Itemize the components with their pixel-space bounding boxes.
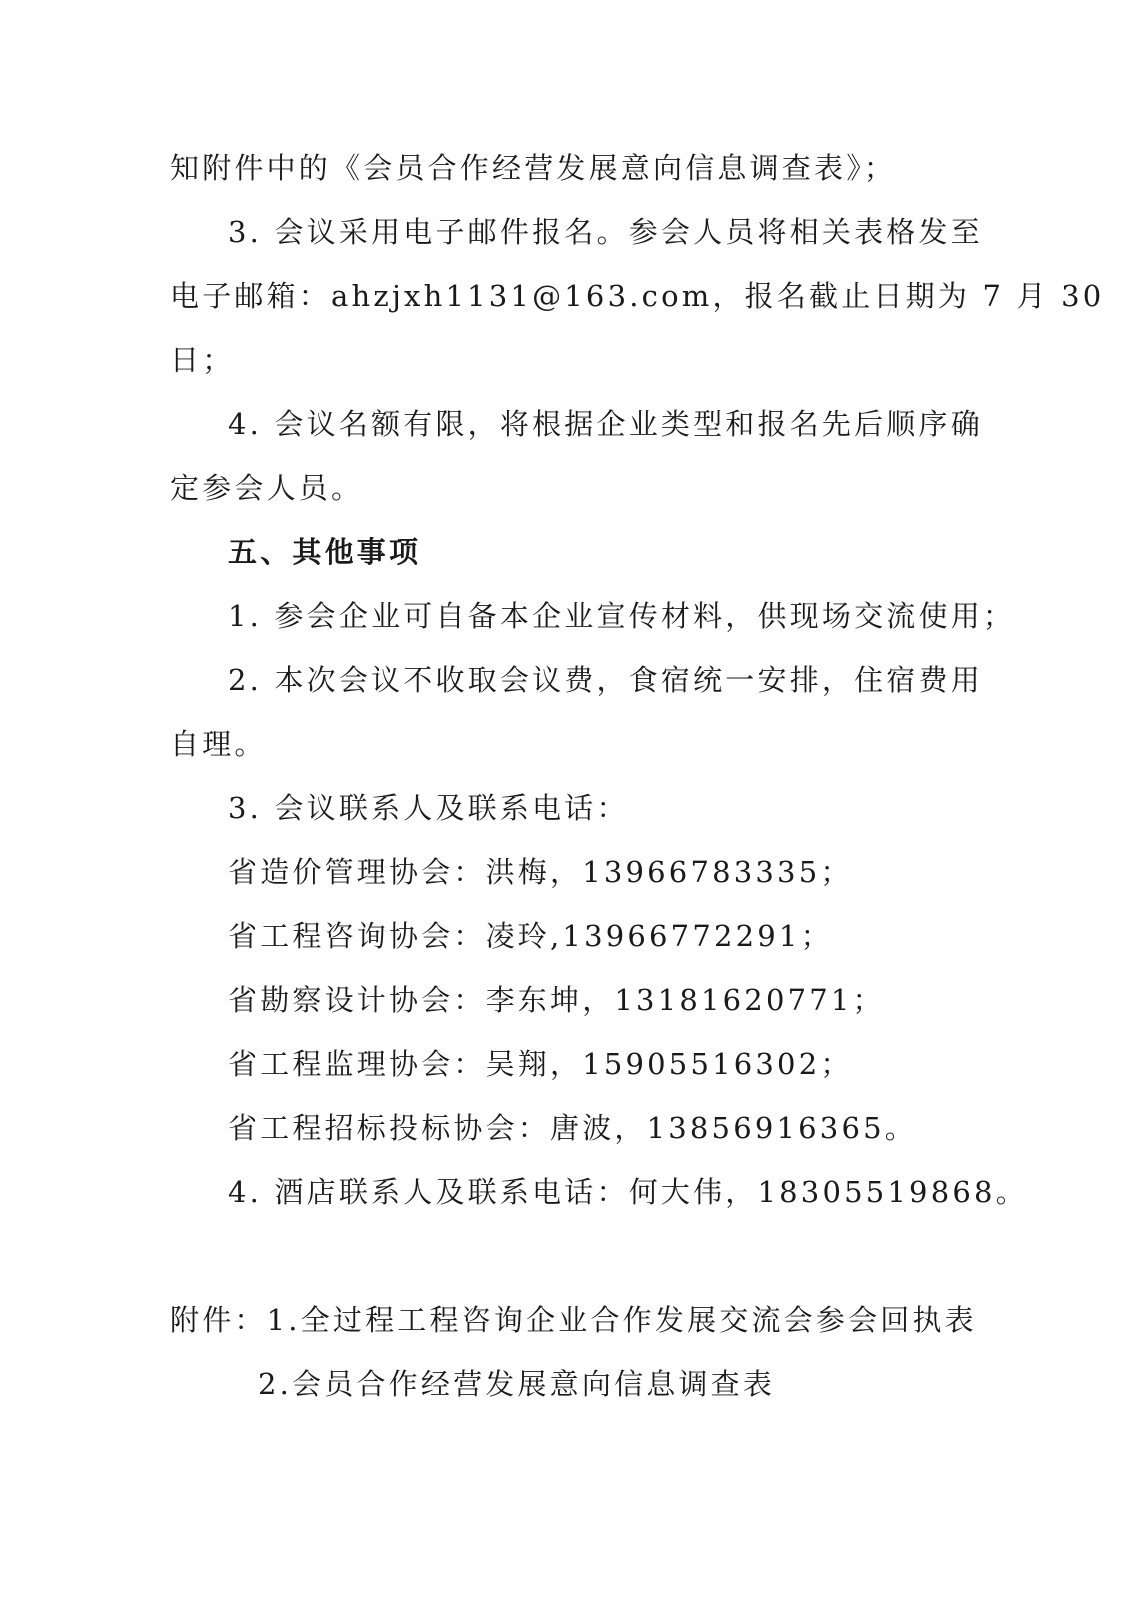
paragraph-line: 电子邮箱：ahzjxh1131@163.com，报名截止日期为 7 月 30 (170, 279, 1105, 313)
list-item: 1. 参会企业可自备本企业宣传材料，供现场交流使用； (228, 599, 1016, 633)
contact-line: 省工程招标投标协会：唐波，13856916365。 (228, 1111, 917, 1145)
paragraph-line: 定参会人员。 (170, 471, 364, 505)
paragraph-line: 4. 会议名额有限，将根据企业类型和报名先后顺序确 (228, 407, 983, 441)
list-item: 3. 会议联系人及联系电话： (228, 791, 629, 825)
paragraph-line: 日； (170, 343, 235, 377)
contact-line: 省工程咨询协会：凌玲,13966772291； (228, 919, 833, 953)
attachment-line: 2.会员合作经营发展意向信息调查表 (258, 1367, 776, 1401)
attachment-line: 附件：1.全过程工程咨询企业合作发展交流会参会回执表 (170, 1303, 977, 1337)
list-item: 2. 本次会议不收取会议费，食宿统一安排，住宿费用 (228, 663, 983, 697)
paragraph-line: 知附件中的《会员合作经营发展意向信息调查表》； (170, 151, 897, 185)
section-heading: 五、其他事项 (228, 535, 422, 569)
contact-line: 省造价管理协会：洪梅，13966783335； (228, 855, 853, 889)
contact-line: 省工程监理协会：吴翔，15905516302； (228, 1047, 853, 1081)
list-item-continuation: 自理。 (170, 727, 267, 761)
hotel-contact-line: 4. 酒店联系人及联系电话：何大伟，18305519868。 (228, 1175, 1028, 1209)
paragraph-line: 3. 会议采用电子邮件报名。参会人员将相关表格发至 (228, 215, 983, 249)
contact-line: 省勘察设计协会：李东坤，13181620771； (228, 983, 885, 1017)
